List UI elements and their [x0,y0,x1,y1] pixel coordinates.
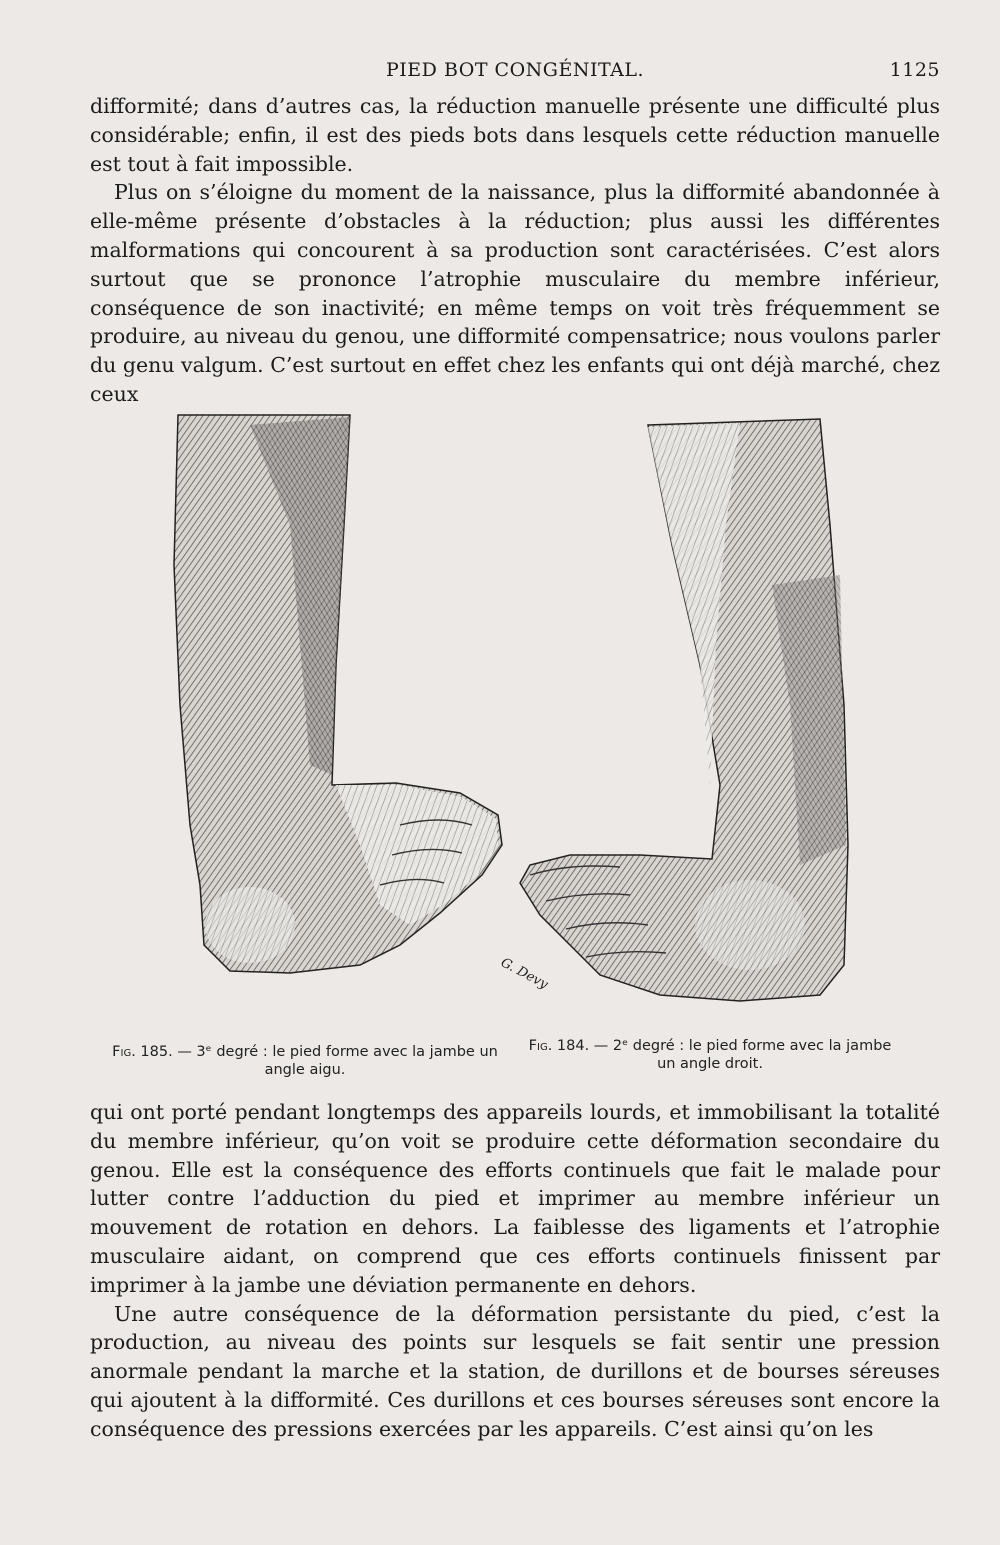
paragraph-continued: qui ont porté pendant longtemps des appareils lourds, et immobilisant la totalité du membre inférieur, qu’on voit se produire cette déformation secondaire du genou. Elle est la conséquence des efforts continuels que fait le malade pour lutter contre l’adduction du pied et imprimer au membre inférieur un mouvement de rotation en dehors. La faiblesse des ligaments et l’atrophie musculaire aidant, on comprend que ces efforts continuels finissent par imprimer à la jambe une déviation permanente en dehors. [90,1100,940,1297]
figure-185-caption [110,1043,500,1079]
page-number: 1125 [889,59,940,81]
paragraph: Une autre conséquence de la déformation persistante du pied, c’est la production, au niveau des points sur lesquels se fait sentir une pression anormale pendant la marche et la station, de durillons et de bourses séreuses qui ajoutent à la difformité. Ces durillons et ces bourses séreuses sont encore la conséquence des pressions exercées par les appareils. C’est ainsi qu’on les [90,1301,940,1441]
figure-185-drawing [174,415,502,973]
engraver-signature: G. Devy [498,955,551,993]
figure-184-text: — 2ᵉ degré : le pied forme avec la jambe un angle droit. [589,1038,892,1072]
figure-185-number: Fig. 185. [112,1044,173,1060]
figure-184-drawing [520,419,848,1001]
figure-184-number: Fig. 184. [528,1038,590,1054]
engraving-clubfeet [100,405,940,1035]
text-block-top [90,92,940,409]
paragraph: Plus on s’éloigne du moment de la naissance, plus la difformité abandonnée à elle-même présente d’obstacles à la réduction; plus aussi les différentes malformations qui concourent à sa production sont caractérisées. C’est alors surtout que se prononce l’atrophie musculaire du membre inférieur, conséquence de son inactivité; en même temps on voit très fréquemment se produire, au niveau du genou, une difformité compensatrice; nous voulons parler du genu valgum. C’est surtout en effet chez les enfants qui ont déjà marché, chez ceux [90,180,940,406]
figure-185-text: — 3ᵉ degré : le pied forme avec la jambe un angle aigu. [172,1044,498,1078]
running-title: PIED BOT CONGÉNITAL. [386,59,644,81]
running-head [90,56,940,86]
figure-group [100,405,940,1095]
text-block-bottom [90,1098,940,1444]
paragraph-continued: difformité; dans d’autres cas, la réduction manuelle présente une difficulté plus considérable; enfin, il est des pieds bots dans lesquels cette réduction manuelle est tout à fait impossible. [90,94,940,176]
figure-184-caption [520,1037,900,1073]
